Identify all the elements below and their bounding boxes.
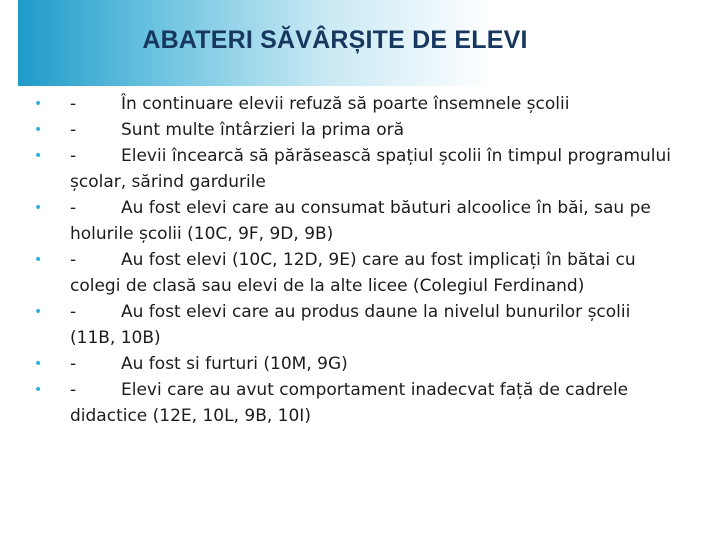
bullet-dot-icon: • (34, 252, 43, 268)
bullet-text: Au fost elevi (10C, 12D, 9E) care au fost implicați în bătai cu colegi de clasă sau elevi de la alte licee (Colegiul Ferdinand) (70, 250, 636, 296)
bullet-item (0, 195, 720, 247)
bullet-item (0, 299, 720, 351)
bullet-item (0, 143, 720, 195)
bullet-text: Au fost elevi care au consumat băuturi alcoolice în băi, sau pe holurile școlii (10C, 9F, 9D, 9B) (70, 198, 651, 244)
bullet-text: Sunt multe întârzieri la prima oră (121, 120, 405, 140)
bullet-dash: - (70, 94, 77, 114)
bullet-text: Elevii încearcă să părăsească spațiul școlii în timpul programului școlar, sărind gardurile (70, 146, 672, 192)
bullet-dash: - (70, 250, 77, 270)
bullet-dot-icon: • (34, 96, 43, 112)
bullet-dash: - (70, 354, 77, 374)
bullet-item (0, 91, 720, 117)
bullet-item (0, 247, 720, 299)
bullet-text: Au fost si furturi (10M, 9G) (121, 354, 348, 374)
bullet-item (0, 377, 720, 429)
bullet-dash: - (70, 302, 77, 322)
bullet-dot-icon: • (34, 122, 43, 138)
slide-title: ABATERI SĂVÂRȘITE DE ELEVI (142, 26, 528, 54)
bullet-item (0, 117, 720, 143)
bullet-dash: - (70, 198, 77, 218)
bullet-dash: - (70, 380, 77, 400)
bullet-dot-icon: • (34, 304, 43, 320)
bullet-dash: - (70, 120, 77, 140)
bullet-text: În continuare elevii refuză să poarte însemnele școlii (121, 94, 570, 114)
bullet-text: Elevi care au avut comportament inadecvat față de cadrele didactice (12E, 10L, 9B, 10I) (70, 380, 629, 426)
bullet-item (0, 351, 720, 377)
bullet-list (0, 91, 720, 429)
bullet-dot-icon: • (34, 148, 43, 164)
bullet-dot-icon: • (34, 382, 43, 398)
bullet-dash: - (70, 146, 77, 166)
bullet-dot-icon: • (34, 200, 43, 216)
bullet-dot-icon: • (34, 356, 43, 372)
bullet-text: Au fost elevi care au produs daune la nivelul bunurilor școlii (11B, 10B) (70, 302, 631, 348)
